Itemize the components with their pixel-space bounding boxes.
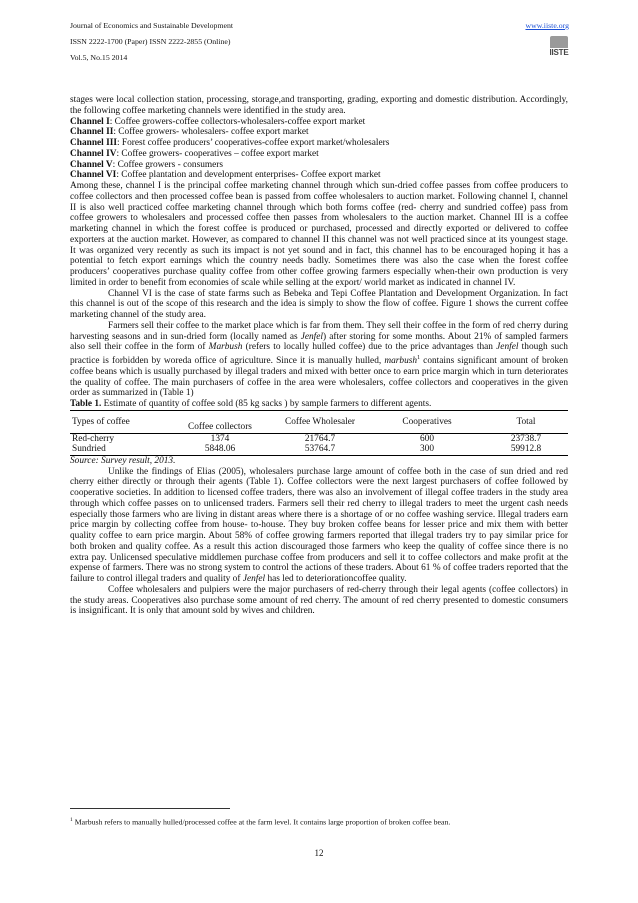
table-row (70, 433, 568, 444)
channel-item: Channel III: Forest coffee producers’ cooperatives-coffee export market/wholesalers (70, 138, 390, 148)
table-cell: 53764.7 (270, 444, 370, 455)
wholesalers-paragraph: Coffee wholesalers and pulpiers were the major purchasers of red-cherry through their legal agents (coffee collectors) in the study areas. Cooperatives also purchase some amount of red cherry. The amount of red cherry presented to domestic consumers is insignificant. It is only that amount sold by wives and children. (70, 584, 568, 617)
logo-text: IISTE (549, 48, 569, 57)
channel-item: Channel IV: Coffee growers- cooperatives – coffee export market (70, 148, 319, 159)
channel-six-paragraph: Channel VI is the case of state farms such as Bebeka and Tepi Coffee Plantation and Development Organization. In fact this channel is out of the scope of this research and the idea is simply to show the flow of coffee. Figure 1 shows the current coffee marketing channel of the study area. (70, 288, 568, 320)
channel-item: Channel II: Coffee growers- wholesalers- coffee export market (70, 127, 309, 138)
table-source: Source: Survey result, 2013. (70, 455, 176, 466)
volume-line: Vol.5, No.15 2014 (70, 53, 128, 62)
page-number: 12 (314, 848, 324, 858)
issn-line: ISSN 2222-1700 (Paper) ISSN 2222-2855 (Online) (70, 37, 231, 46)
table-cell: Red-cherry (72, 433, 115, 444)
channels-paragraph: Among these, channel I is the principal coffee marketing channel through which sun-dried coffee passes from coffee producers to coffee collectors and then processed coffee bean is passed from coffee wholesalers to auction market. Following channel I, channel II is also well practiced coffee marketing channel through which both forms coffee (red- cherry and sundried coffee) pass from coffee growers to wholesalers and processed coffee then passes from wholesalers to the auction market. Channel III is a coffee marketing channel in which the forest coffee is produced or purchased, processed and directly exported or delivered to coffee exporters at the auction market. However, as compared to channel II this channel was not well practiced since at its youngest stage. It was organized very recently as such its impact is not yet sound and in fact, this channel has to be encouraged hoping it has a potential to fetch export earnings which the country needs badly. Sometimes there was also the case when the forest coffee producers’ cooperatives purchase quality coffee from other coffee growing farmers especially when-their own production is very limited in order to benefit from economies of scale while selling at the export/ world market as indicated in channel IV. (70, 181, 568, 288)
journal-title: Journal of Economics and Sustainable Development (70, 21, 234, 30)
footnote-divider (70, 808, 230, 809)
table-cell: 21764.7 (304, 433, 336, 444)
farmers-paragraph: Farmers sell their coffee to the market place which is far from them. They sell their coffee in the form of red cherry during harvesting seasons and in sun-dried form (locally named as Jenfel) after storing for some months. About 21% of sampled farmers also sell their coffee in the form of Marbush (refers to locally hulled coffee) due to the price advantages than Jenfel though such practice is forbidden by woreda office of agriculture. Since it is manually hulled, marbush$^1$ contains significant amount of broken coffee beans which is usually purchased by illegal traders and mixed with better once to earn price margin which in turn deteriorates the quality of coffee. The main purchasers of coffee in the area were wholesalers, coffee collectors and cooperatives in the given order as summarized in (Table 1) (70, 320, 568, 399)
table-cell: 5848.06 (170, 444, 270, 455)
table-cell: 600 (419, 433, 434, 444)
channel-item: Channel VI: Coffee plantation and development enterprises- Coffee export market (70, 170, 381, 181)
channel-item: Channel I: Coffee growers-coffee collectors-wholesalers-coffee export market (70, 116, 366, 127)
table-row (70, 444, 568, 455)
elias-paragraph: Unlike the findings of Elias (2005), wholesalers purchase large amount of coffee both in the case of sun dried and red cherry either directly or through their agents (Table 1). Coffee collectors were the next largest purchasers of coffee followed by cooperative societies. In addition to licensed coffee traders, there was also an involvement of illegal coffee traders in the study area through which coffee passes on to unlicensed traders. Farmers sell their red cherry to illegal traders to meet the urgent cash needs especially those farmers who are living in distant areas where there is a shortage of or no coffee washing service. Illegal traders earn price margin by collecting coffee from house- to-house. They buy broken coffee beans for lesser price and mix them with better quality coffee to earn price margin. About 58% of coffee growing farmers reported that illegal traders try to pay similar price for both broken and quality coffee. As a result this action discouraged those farmers who keep the quality of coffee since there is no extra pay. Unlicensed speculative middlemen purchase coffee from producers and sell it to coffee collectors and make profit at the expense of farmers. There was no strong system to control the actions of these traders. About 61 % of coffee traders reported that the failure to control illegal traders and quality of Jenfel has led to deteriorationcoffee quality. (70, 466, 568, 585)
table-cell: 59912.8 (484, 444, 568, 455)
table-header-cell: Coffee Wholesaler (270, 410, 370, 433)
channel-list (70, 117, 568, 182)
table-header-cell: Total (484, 410, 568, 433)
table-cell: 23738.7 (510, 433, 542, 444)
iiste-logo (548, 36, 570, 62)
footnote: $^1$ Marbush refers to manually hulled/processed coffee at the farm level. It contains large proportion of broken coffee bean. (70, 817, 451, 827)
table-cell: 300 (370, 444, 484, 455)
table-header-cell: Types of coffee (70, 410, 170, 433)
table-caption: Table 1. Estimate of quantity of coffee sold (85 kg sacks ) by sample farmers to different agents. (70, 399, 432, 410)
table-header-cell: Cooperatives (370, 410, 484, 433)
article-body (70, 95, 568, 617)
coffee-sales-table (70, 410, 568, 456)
table-header-row (70, 410, 568, 433)
logo-mark-icon (550, 36, 568, 48)
journal-url-link[interactable]: www.iiste.org (525, 21, 569, 30)
table-cell: 1374 (210, 433, 230, 444)
channel-item: Channel V: Coffee growers - consumers (70, 159, 224, 170)
table-header-cell: Coffee collectors (170, 410, 270, 433)
intro-paragraph: stages were local collection station, processing, storage,and transporting, grading, exporting and domestic distribution. Accordingly, the following coffee marketing channels were identified in the study area. (70, 95, 568, 116)
table-cell: Sundried (70, 444, 170, 455)
